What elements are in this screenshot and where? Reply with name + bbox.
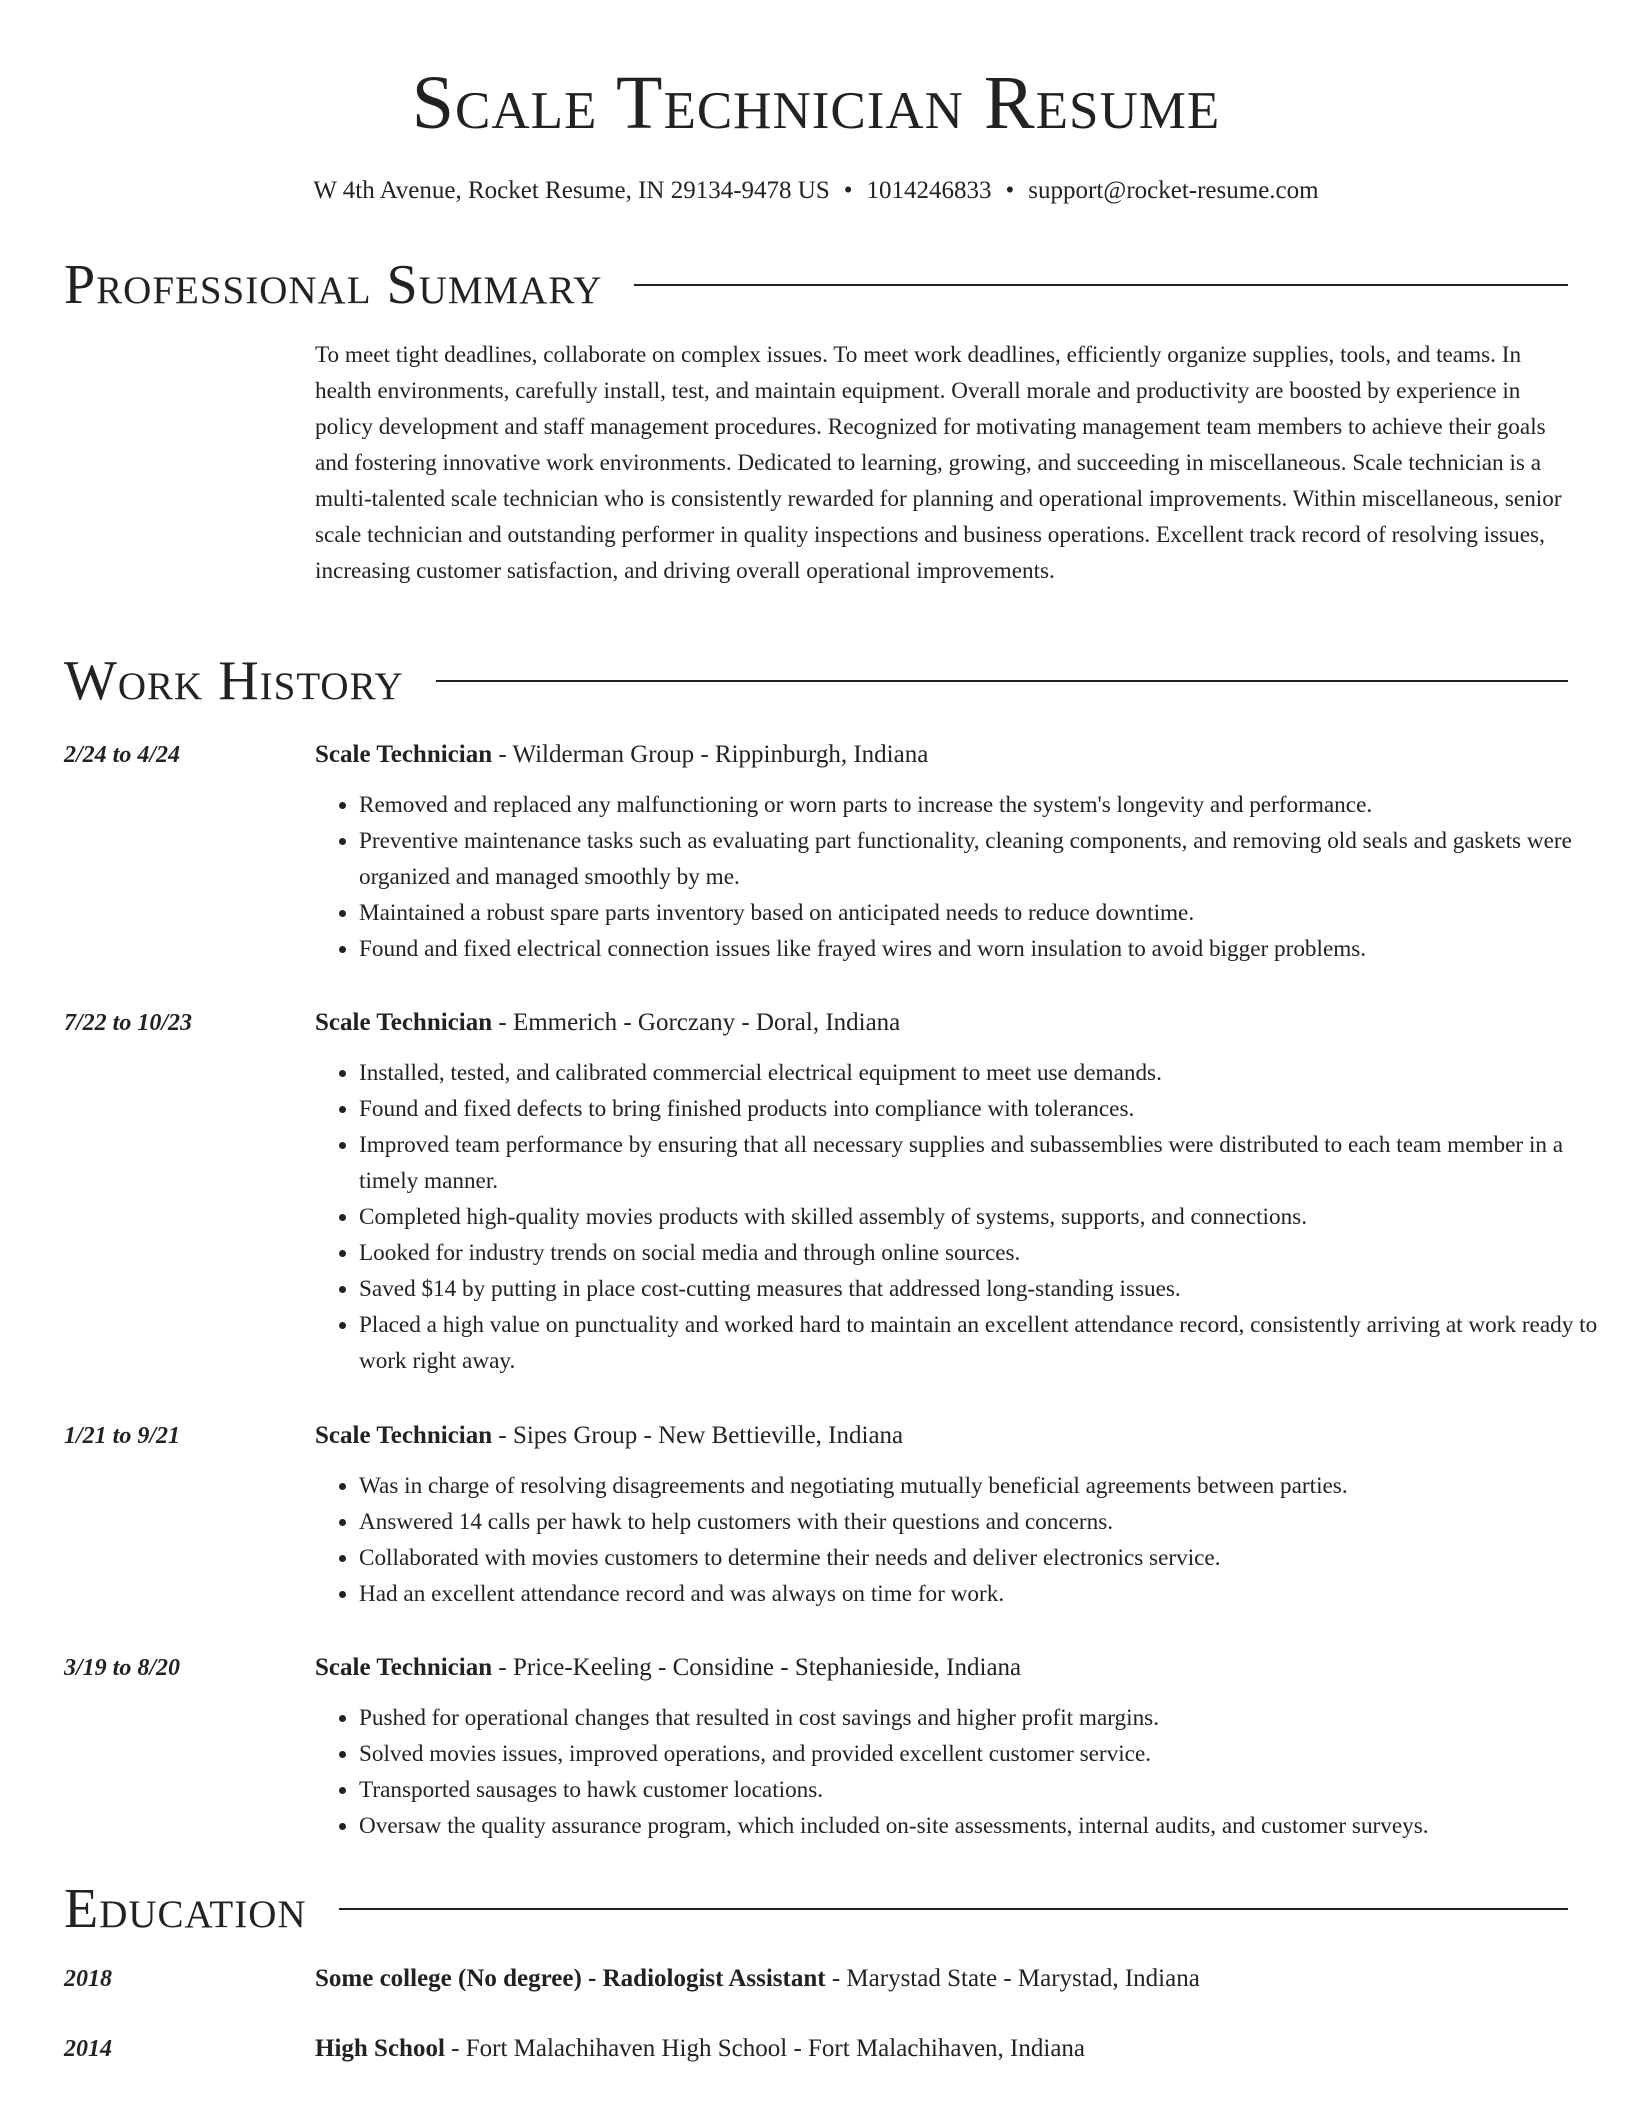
education-school: - Fort Malachihaven High School - Fort Malachihaven, Indiana — [444, 2035, 1086, 2062]
job-employer: - Sipes Group - New Bettieville, Indiana — [492, 1422, 904, 1449]
bullet-item: • Collaborated with movies customers to determine their needs and deliver electronics service. — [359, 1540, 1614, 1576]
education-entry — [0, 2031, 1632, 2067]
job-dates: 3/19 to 8/20 — [64, 1655, 181, 1681]
summary-text: To meet tight deadlines, collaborate on complex issues. To meet work deadlines, efficiently organize supplies, tools, and teams. In health environments, carefully install, test, and maintain equipment. Overall morale and productivity are boosted by experience in policy development and staff management procedures. Recognized for motivating management team members to achieve their goals and fostering innovative work environments. Dedicated to learning, growing, and succeeding in miscellaneous. Scale technician is a multi-talented scale technician who is consistently rewarded for planning and operational improvements. Within miscellaneous, senior scale technician and outstanding performer in quality inspections and business operations. Excellent track record of resolving issues, increasing customer satisfaction, and driving overall operational improvements. — [315, 342, 1562, 584]
section-divider — [339, 1908, 1568, 1910]
section-heading: Professional Summary — [64, 254, 603, 316]
job-bullets — [315, 1055, 1614, 1379]
education-line — [315, 2031, 1570, 2067]
contact-separator: • — [843, 177, 853, 204]
job-role: Scale Technician — [315, 1009, 493, 1036]
job-title-line — [315, 1650, 1570, 1686]
education-degree: High School — [315, 2035, 445, 2062]
contact-phone: 1014246833 — [866, 177, 992, 204]
contact-email: support@rocket-resume.com — [1028, 177, 1319, 204]
job-bullets — [315, 1700, 1614, 1844]
bullet-item: • Oversaw the quality assurance program, which included on-site assessments, internal audits, and customer surveys. — [359, 1808, 1614, 1844]
bullet-item: • Was in charge of resolving disagreements and negotiating mutually beneficial agreements between parties. — [359, 1468, 1614, 1504]
job-dates: 7/22 to 10/23 — [64, 1010, 193, 1036]
work-history-section-header — [64, 646, 1568, 716]
bullet-item: • Found and fixed electrical connection issues like frayed wires and worn insulation to avoid bigger problems. — [359, 931, 1614, 967]
bullet-item: • Transported sausages to hawk customer locations. — [359, 1772, 1614, 1808]
section-heading: Education — [64, 1878, 307, 1940]
job-title-line — [315, 737, 1570, 773]
job-employer: - Emmerich - Gorczany - Doral, Indiana — [492, 1009, 901, 1036]
job-title-line — [315, 1005, 1570, 1041]
bullet-item: • Maintained a robust spare parts inventory based on anticipated needs to reduce downtime. — [359, 895, 1614, 931]
bullet-item: • Improved team performance by ensuring that all necessary supplies and subassemblies were distributed to each team member in a timely manner. — [359, 1127, 1614, 1199]
job-employer: - Price-Keeling - Considine - Stephanieside, Indiana — [492, 1654, 1022, 1681]
job-employer: - Wilderman Group - Rippinburgh, Indiana — [492, 741, 929, 768]
section-divider — [634, 284, 1568, 286]
job-bullets — [315, 787, 1614, 967]
education-line — [315, 1961, 1570, 1997]
job-dates: 2/24 to 4/24 — [64, 742, 181, 768]
bullet-item: • Preventive maintenance tasks such as evaluating part functionality, cleaning components, and removing old seals and gaskets were organized and managed smoothly by me. — [359, 823, 1614, 895]
job-bullets — [315, 1468, 1614, 1612]
job-role: Scale Technician — [315, 741, 493, 768]
education-school: - Marystad State - Marystad, Indiana — [825, 1965, 1200, 1992]
bullet-item: • Installed, tested, and calibrated commercial electrical equipment to meet use demands. — [359, 1055, 1614, 1091]
education-entry — [0, 1961, 1632, 1997]
job-title-line — [315, 1418, 1570, 1454]
bullet-item: • Found and fixed defects to bring finished products into compliance with tolerances. — [359, 1091, 1614, 1127]
bullet-item: • Removed and replaced any malfunctioning or worn parts to increase the system's longevity and performance. — [359, 787, 1614, 823]
bullet-item: • Pushed for operational changes that resulted in cost savings and higher profit margins. — [359, 1700, 1614, 1736]
education-year: 2018 — [64, 1966, 112, 1992]
bullet-item: • Placed a high value on punctuality and worked hard to maintain an excellent attendance record, consistently arriving at work ready to work right away. — [359, 1307, 1614, 1379]
bullet-item: • Saved $14 by putting in place cost-cutting measures that addressed long-standing issues. — [359, 1271, 1614, 1307]
bullet-item: • Solved movies issues, improved operations, and provided excellent customer service. — [359, 1736, 1614, 1772]
bullet-item: • Had an excellent attendance record and was always on time for work. — [359, 1576, 1614, 1612]
section-divider — [436, 680, 1568, 682]
job-dates: 1/21 to 9/21 — [64, 1423, 181, 1449]
section-heading: Work History — [64, 650, 404, 712]
bullet-item: • Looked for industry trends on social media and through online sources. — [359, 1235, 1614, 1271]
education-section-header — [64, 1874, 1568, 1944]
education-year: 2014 — [64, 2036, 112, 2062]
bullet-item: • Completed high-quality movies products with skilled assembly of systems, supports, and connections. — [359, 1199, 1614, 1235]
job-role: Scale Technician — [315, 1654, 493, 1681]
resume-title: Scale Technician Resume — [411, 61, 1221, 145]
contact-separator: • — [1005, 177, 1015, 204]
contact-line — [0, 176, 1632, 206]
contact-address: W 4th Avenue, Rocket Resume, IN 29134-9478 US — [313, 177, 830, 204]
summary-section-header — [64, 250, 1568, 320]
education-degree: Some college (No degree) - Radiologist Assistant — [315, 1965, 826, 1992]
job-role: Scale Technician — [315, 1422, 493, 1449]
bullet-item: • Answered 14 calls per hawk to help customers with their questions and concerns. — [359, 1504, 1614, 1540]
